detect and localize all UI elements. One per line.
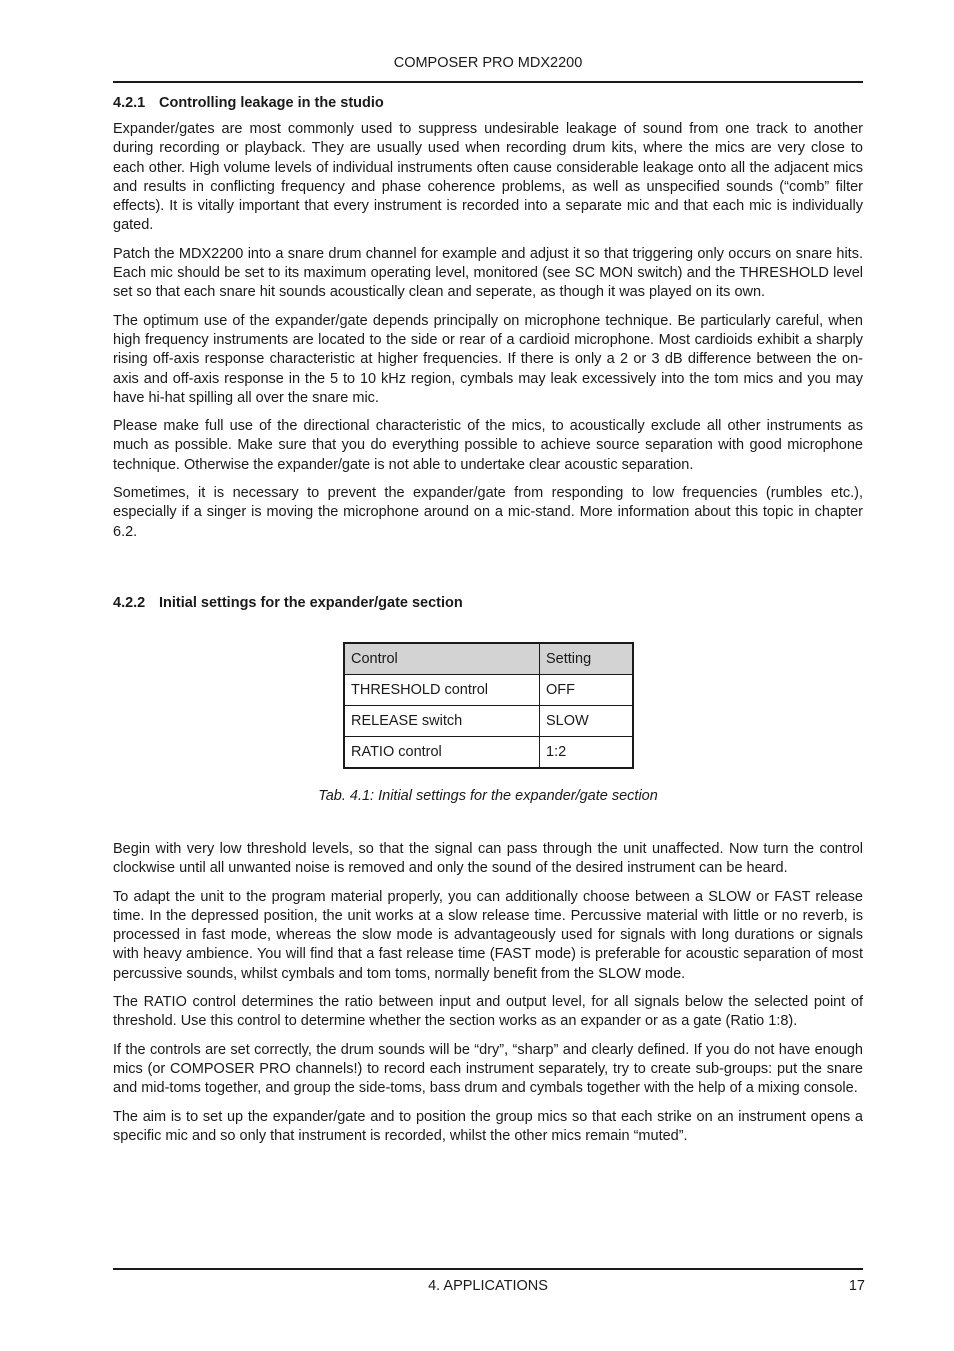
paragraph: If the controls are set correctly, the drum sounds will be “dry”, “sharp” and clearly defined. If you do not have enough mics (or COMPOSER PRO channels!) to record each instrument separately, try to create sub-groups: put the snare and mid-toms together, and group the side-toms, bass drum and cymbals together with the help of a mixing console. bbox=[113, 1041, 863, 1097]
page-number: 17 bbox=[848, 1278, 865, 1294]
footer-chapter: 4. APPLICATIONS bbox=[428, 1278, 548, 1294]
table-cell: RATIO control bbox=[344, 737, 540, 769]
paragraph: Expander/gates are most commonly used to suppress undesirable leakage of sound from one track to another during recording or playback. They are usually used when recording drum kits, where the mics are very close to each other. High volume levels of individual instruments often cause considerable leakage onto all the adjacent mics and results in conflicting frequency and phase coherence problems, as well as unspecified sounds (“comb” filter effects). It is vitally important that every instrument is recorded into a separate mic and that each mic is individually gated. bbox=[113, 121, 863, 234]
table-row bbox=[344, 675, 633, 706]
section-4-2-1 bbox=[113, 95, 863, 551]
section-number: 4.2.2 bbox=[113, 595, 146, 611]
table-row bbox=[344, 737, 633, 769]
table-cell: RELEASE switch bbox=[344, 706, 540, 737]
table-header-cell: Setting bbox=[540, 643, 634, 675]
table-header-cell: Control bbox=[344, 643, 540, 675]
section-4-2-2-body bbox=[113, 840, 863, 1155]
section-title: Initial settings for the expander/gate section bbox=[159, 595, 463, 611]
section-heading bbox=[113, 595, 863, 611]
table-cell: 1:2 bbox=[540, 737, 634, 769]
section-4-2-2 bbox=[113, 595, 863, 620]
table-cell: SLOW bbox=[540, 706, 634, 737]
settings-table bbox=[343, 642, 634, 769]
table-header-row bbox=[344, 643, 633, 675]
section-number: 4.2.1 bbox=[113, 95, 146, 111]
paragraph: The aim is to set up the expander/gate and to position the group mics so that each strike on an instrument opens a specific mic and so only that instrument is recorded, whilst the other mics remain “muted”. bbox=[113, 1108, 863, 1144]
footer-rule bbox=[113, 1268, 863, 1270]
section-heading bbox=[113, 95, 863, 111]
table-caption: Tab. 4.1: Initial settings for the expander/gate section bbox=[318, 788, 658, 804]
header-rule bbox=[113, 81, 863, 83]
section-title: Controlling leakage in the studio bbox=[159, 95, 384, 111]
paragraph: Sometimes, it is necessary to prevent the expander/gate from responding to low frequencies (rumbles etc.), especially if a singer is moving the microphone around on a mic-stand. More information about this topic in chapter 6.2. bbox=[113, 485, 863, 540]
paragraph: Please make full use of the directional characteristic of the mics, to acoustically exclude all other instruments as much as possible. Make sure that you do everything possible to achieve source separation with good microphone technique. Otherwise the expander/gate is not able to undertake clear acoustic separation. bbox=[113, 418, 863, 473]
paragraph: Begin with very low threshold levels, so that the signal can pass through the unit unaffected. Now turn the control clockwise until all unwanted noise is removed and only the sound of the desired instrument can be heard. bbox=[113, 841, 863, 877]
paragraph: Patch the MDX2200 into a snare drum channel for example and adjust it so that triggering only occurs on snare hits. Each mic should be set to its maximum operating level, monitored (see SC MON switch) and the THRESHOLD level set so that each snare hit sounds acoustically clean and seperate, as though it was played on its own. bbox=[113, 245, 863, 301]
paragraph: The RATIO control determines the ratio between input and output level, for all signals below the selected point of threshold. Use this control to determine whether the section works as an expander or as a gate (Ratio 1:8). bbox=[113, 994, 863, 1030]
paragraph: To adapt the unit to the program material properly, you can additionally choose between a SLOW or FAST release time. In the depressed position, the unit works at a slow release time. Percussive material with little or no reverb, is processed in fast mode, whereas the slow mode is advantageously used for signals with long durations or signals with heavy ambience. You will find that a fast release time (FAST mode) is preferable for acoustic separation of most percussive sounds, whilst cymbals and tom toms, normally benefit from the SLOW mode. bbox=[113, 888, 863, 982]
table-cell: OFF bbox=[540, 675, 634, 706]
table-cell: THRESHOLD control bbox=[344, 675, 540, 706]
paragraph: The optimum use of the expander/gate depends principally on microphone technique. Be particularly careful, when high frequency instruments are located to the side or rear of a cardioid microphone. Most cardioids exhibit a sharply rising off-axis response characteristic at higher frequencies. If there is only a 2 or 3 dB difference between the on-axis and off-axis response in the 5 to 10 kHz region, cymbals may leak excessively into the tom mics and you may have hi-hat spilling all over the snare mic. bbox=[113, 312, 863, 406]
settings-table-wrapper bbox=[343, 642, 634, 769]
table-row bbox=[344, 706, 633, 737]
running-header: COMPOSER PRO MDX2200 bbox=[393, 55, 583, 71]
